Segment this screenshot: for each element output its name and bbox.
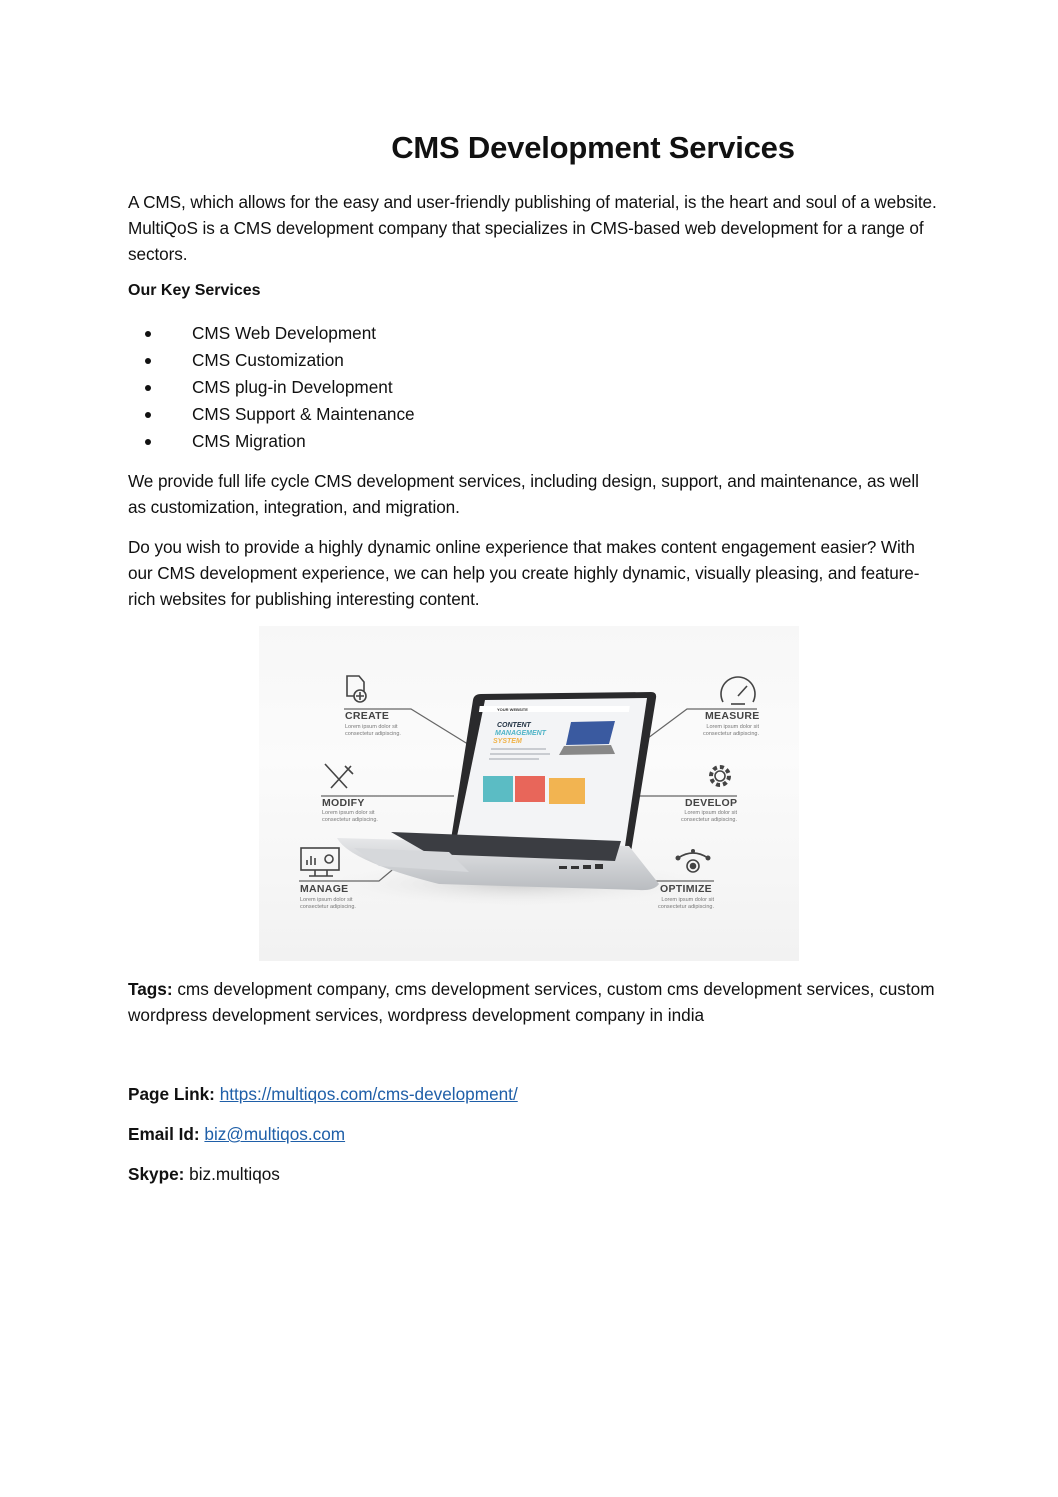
key-services-heading: Our Key Services — [128, 282, 261, 299]
intro-paragraph: A CMS, which allows for the easy and user-friendly publishing of material, is the heart and soul of a website. MultiQoS is a CMS development company that specializes in CMS-based web development for a range of sectors. — [128, 192, 937, 264]
svg-text:CONTENT: CONTENT — [497, 722, 531, 729]
optimize-label: OPTIMIZE — [660, 883, 712, 895]
bullet-icon — [145, 331, 151, 337]
create-label: CREATE — [345, 710, 390, 722]
optimize-description: Lorem ipsum dolor sit consectetur adipiscing. — [658, 897, 714, 910]
tags-list: cms development company, cms development services, custom cms development services, custom wordpress development services, wordpress development company in india — [128, 979, 935, 1025]
modify-label: MODIFY — [322, 797, 365, 809]
experience-paragraph: Do you wish to provide a highly dynamic online experience that makes content engagement easier? With our CMS development experience, we can help you create highly dynamic, visually pleasing, and feature-rich websites for publishing interesting content. — [128, 537, 920, 609]
measure-label: MEASURE — [705, 710, 760, 722]
create-description: Lorem ipsum dolor sit consectetur adipiscing. — [345, 724, 401, 737]
bullet-icon — [145, 439, 151, 445]
modify-description: Lorem ipsum dolor sit consectetur adipiscing. — [322, 810, 378, 823]
list-item — [128, 374, 415, 401]
tags-paragraph — [128, 976, 938, 1028]
list-item — [128, 320, 415, 347]
develop-description: Lorem ipsum dolor sit consectetur adipiscing. — [681, 810, 737, 823]
svg-text:SYSTEM: SYSTEM — [493, 738, 522, 745]
develop-label: DEVELOP — [685, 797, 738, 809]
list-item-label: CMS plug-in Development — [192, 377, 393, 397]
page-title — [128, 130, 1058, 166]
lifecycle-paragraph: We provide full life cycle CMS development services, including design, support, and maintenance, as well as customization, integration, and migration. — [128, 471, 919, 517]
list-item-label: CMS Migration — [192, 431, 306, 451]
email-link[interactable]: biz@multiqos.com — [204, 1124, 346, 1144]
skype-row — [128, 1162, 280, 1186]
manage-label: MANAGE — [300, 883, 349, 895]
key-services-list — [128, 320, 415, 455]
list-item-label: CMS Web Development — [192, 323, 377, 343]
manage-description: Lorem ipsum dolor sit consectetur adipiscing. — [300, 897, 356, 910]
list-item — [128, 347, 415, 374]
bullet-icon — [145, 358, 151, 364]
page-title-text: CMS Development Services — [391, 130, 795, 165]
list-item-label: CMS Support & Maintenance — [192, 404, 415, 424]
svg-text:YOUR WEBSITE: YOUR WEBSITE — [497, 707, 528, 712]
list-item — [128, 401, 415, 428]
page-link-row — [128, 1082, 518, 1106]
svg-text:MANAGEMENT: MANAGEMENT — [495, 730, 546, 737]
tags-label: Tags: — [128, 979, 173, 999]
list-item-label: CMS Customization — [192, 350, 344, 370]
bullet-icon — [145, 385, 151, 391]
page-link[interactable]: https://multiqos.com/cms-development/ — [219, 1084, 518, 1104]
email-label: Email Id: — [128, 1124, 200, 1144]
bullet-icon — [145, 412, 151, 418]
cms-infographic-image — [259, 626, 799, 961]
measure-description: Lorem ipsum dolor sit consectetur adipiscing. — [703, 724, 759, 737]
list-item — [128, 428, 415, 455]
skype-id: biz.multiqos — [189, 1164, 280, 1184]
skype-label: Skype: — [128, 1164, 185, 1184]
email-row — [128, 1122, 345, 1146]
page-link-label: Page Link: — [128, 1084, 215, 1104]
